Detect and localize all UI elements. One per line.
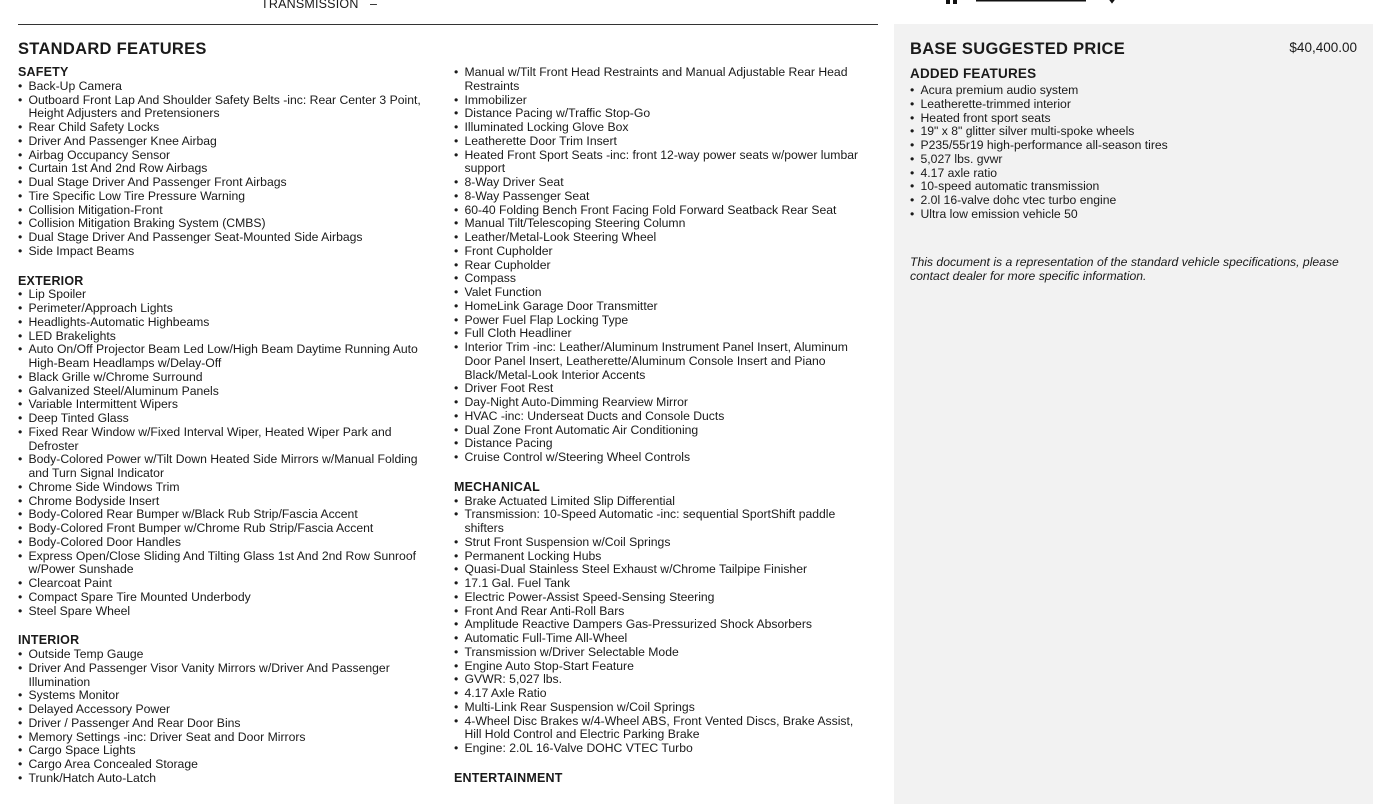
list-item: • Interior Trim -inc: Leather/Aluminum Instrument Panel Insert, Aluminum Door Panel Insert, Leatherette/Aluminum Console Insert and Piano Black/Metal-Look Interior Accents xyxy=(454,341,869,382)
list-item: • Driver / Passenger And Rear Door Bins xyxy=(18,717,438,731)
list-item: • Tire Specific Low Tire Pressure Warning xyxy=(18,190,438,204)
list-item: • Multi-Link Rear Suspension w/Coil Springs xyxy=(454,701,869,715)
list-item: • Headlights-Automatic Highbeams xyxy=(18,316,438,330)
list-item: • Body-Colored Front Bumper w/Chrome Rub Strip/Fascia Accent xyxy=(18,522,438,536)
list-item: • Automatic Full-Time All-Wheel xyxy=(454,632,869,646)
list-item: • 17.1 Gal. Fuel Tank xyxy=(454,577,869,591)
list-item: • 4-Wheel Disc Brakes w/4-Wheel ABS, Front Vented Discs, Brake Assist, Hill Hold Control and Electric Parking Brake xyxy=(454,715,869,743)
list-item: • Body-Colored Door Handles xyxy=(18,536,438,550)
safety-section xyxy=(18,66,438,259)
list-item: • Amplitude Reactive Dampers Gas-Pressurized Shock Absorbers xyxy=(454,618,869,632)
list-item: • Compact Spare Tire Mounted Underbody xyxy=(18,591,438,605)
list-item: • Engine Auto Stop-Start Feature xyxy=(454,660,869,674)
list-item: • Driver And Passenger Visor Vanity Mirrors w/Driver And Passenger Illumination xyxy=(18,662,438,690)
list-item: • 19" x 8" glitter silver multi-spoke wheels xyxy=(910,125,1350,139)
list-item: • Driver Foot Rest xyxy=(454,382,869,396)
interior-list xyxy=(18,648,438,786)
list-item: • 60-40 Folding Bench Front Facing Fold Forward Seatback Rear Seat xyxy=(454,204,869,218)
list-item: • Heated front sport seats xyxy=(910,112,1350,126)
list-item: • 10-speed automatic transmission xyxy=(910,180,1350,194)
disclaimer-note: This document is a representation of the standard vehicle specifications, please contact dealer for more specific information. xyxy=(910,255,1339,283)
list-item: • Systems Monitor xyxy=(18,689,438,703)
list-item: • Chrome Side Windows Trim xyxy=(18,481,438,495)
list-item: • Leather/Metal-Look Steering Wheel xyxy=(454,231,869,245)
list-item: • Front And Rear Anti-Roll Bars xyxy=(454,605,869,619)
list-item: • Side Impact Beams xyxy=(18,245,438,259)
interior-section xyxy=(18,634,438,785)
list-item: • Compass xyxy=(454,272,869,286)
list-item: • Trunk/Hatch Auto-Latch xyxy=(18,772,438,786)
exterior-title: EXTERIOR xyxy=(18,273,84,288)
transmission-row xyxy=(18,0,878,25)
list-item: • Leatherette Door Trim Insert xyxy=(454,135,869,149)
list-item: • Leatherette-trimmed interior xyxy=(910,98,1350,112)
list-item: • Collision Mitigation Braking System (CMBS) xyxy=(18,217,438,231)
list-item: • Lip Spoiler xyxy=(18,288,438,302)
list-item: • Outside Temp Gauge xyxy=(18,648,438,662)
list-item: • Body-Colored Power w/Tilt Down Heated Side Mirrors w/Manual Folding and Turn Signal Indicator xyxy=(18,453,438,481)
list-item: • Electric Power-Assist Speed-Sensing Steering xyxy=(454,591,869,605)
list-item: • Acura premium audio system xyxy=(910,84,1350,98)
list-item: • 2.0l 16-valve dohc vtec turbo engine xyxy=(910,194,1350,208)
list-item: • Manual w/Tilt Front Head Restraints and Manual Adjustable Rear Head Restraints xyxy=(454,66,869,94)
list-item: • Cargo Area Concealed Storage xyxy=(18,758,438,772)
interior-title: INTERIOR xyxy=(18,633,80,648)
entertainment-section xyxy=(454,772,869,786)
list-item: • Power Fuel Flap Locking Type xyxy=(454,314,869,328)
list-item: • 4.17 Axle Ratio xyxy=(454,687,869,701)
list-item: • Collision Mitigation-Front xyxy=(18,204,438,218)
list-item: • Chrome Bodyside Insert xyxy=(18,495,438,509)
features-column-right xyxy=(454,66,869,786)
list-item: • Transmission w/Driver Selectable Mode xyxy=(454,646,869,660)
list-item: • LED Brakelights xyxy=(18,330,438,344)
list-item: • Perimeter/Approach Lights xyxy=(18,302,438,316)
list-item: • 5,027 lbs. gvwr xyxy=(910,153,1350,167)
list-item: • Front Cupholder xyxy=(454,245,869,259)
list-item: • Airbag Occupancy Sensor xyxy=(18,149,438,163)
list-item: • Express Open/Close Sliding And Tilting Glass 1st And 2nd Row Sunroof w/Power Sunshade xyxy=(18,550,438,578)
standard-features-title: STANDARD FEATURES xyxy=(18,40,207,58)
list-item: • Rear Child Safety Locks xyxy=(18,121,438,135)
list-item: • Cruise Control w/Steering Wheel Controls xyxy=(454,451,869,465)
safety-list xyxy=(18,80,438,259)
added-features-list xyxy=(910,84,1350,222)
list-item: • Delayed Accessory Power xyxy=(18,703,438,717)
list-item: • Illuminated Locking Glove Box xyxy=(454,121,869,135)
list-item: • Transmission: 10-Speed Automatic -inc: sequential SportShift paddle shifters xyxy=(454,508,869,536)
list-item: • Dual Stage Driver And Passenger Seat-Mounted Side Airbags xyxy=(18,231,438,245)
list-item: • HomeLink Garage Door Transmitter xyxy=(454,300,869,314)
list-item: • Curtain 1st And 2nd Row Airbags xyxy=(18,162,438,176)
mechanical-title: MECHANICAL xyxy=(454,479,541,494)
list-item: • Distance Pacing xyxy=(454,437,869,451)
list-item: • Quasi-Dual Stainless Steel Exhaust w/Chrome Tailpipe Finisher xyxy=(454,563,869,577)
base-price-value: $40,400.00 xyxy=(1289,40,1357,55)
list-item: • Engine: 2.0L 16-Valve DOHC VTEC Turbo xyxy=(454,742,869,756)
added-features-section xyxy=(910,66,1350,222)
exterior-list xyxy=(18,288,438,618)
list-item: • P235/55r19 high-performance all-season tires xyxy=(910,139,1350,153)
list-item: • Ultra low emission vehicle 50 xyxy=(910,208,1350,222)
list-item: • Full Cloth Headliner xyxy=(454,327,869,341)
list-item: • Distance Pacing w/Traffic Stop-Go xyxy=(454,107,869,121)
entertainment-title: ENTERTAINMENT xyxy=(454,770,563,785)
list-item: • Dual Zone Front Automatic Air Conditioning xyxy=(454,424,869,438)
list-item: • Body-Colored Rear Bumper w/Black Rub Strip/Fascia Accent xyxy=(18,508,438,522)
interior-continued-list xyxy=(454,66,869,465)
list-item: • Deep Tinted Glass xyxy=(18,412,438,426)
list-item: • Rear Cupholder xyxy=(454,259,869,273)
list-item: • Brake Actuated Limited Slip Differential xyxy=(454,495,869,509)
list-item: • Manual Tilt/Telescoping Steering Column xyxy=(454,217,869,231)
list-item: • Back-Up Camera xyxy=(18,80,438,94)
base-price-title: BASE SUGGESTED PRICE xyxy=(910,40,1126,58)
list-item: • Cargo Space Lights xyxy=(18,744,438,758)
list-item: • 8-Way Driver Seat xyxy=(454,176,869,190)
list-item: • 4.17 axle ratio xyxy=(910,167,1350,181)
interior-continued-section xyxy=(454,66,869,465)
mechanical-section xyxy=(454,481,869,756)
features-column-left xyxy=(18,66,438,786)
list-item: • Dual Stage Driver And Passenger Front Airbags xyxy=(18,176,438,190)
list-item: • Steel Spare Wheel xyxy=(18,605,438,619)
list-item: • Outboard Front Lap And Shoulder Safety Belts -inc: Rear Center 3 Point, Height Adjusters and Pretensioners xyxy=(18,94,438,122)
list-item: • Black Grille w/Chrome Surround xyxy=(18,371,438,385)
list-item: • Auto On/Off Projector Beam Led Low/High Beam Daytime Running Auto High-Beam Headlamps w/Delay-Off xyxy=(18,343,438,371)
price-panel xyxy=(894,24,1373,804)
list-item: • Fixed Rear Window w/Fixed Interval Wiper, Heated Wiper Park and Defroster xyxy=(18,426,438,454)
safety-title: SAFETY xyxy=(18,65,69,79)
transmission-label: TRANSMISSION xyxy=(261,0,359,11)
list-item: • 8-Way Passenger Seat xyxy=(454,190,869,204)
list-item: • Galvanized Steel/Aluminum Panels xyxy=(18,385,438,399)
exterior-section xyxy=(18,275,438,619)
mechanical-list xyxy=(454,495,869,756)
transmission-value: – xyxy=(370,0,377,11)
list-item: • Heated Front Sport Seats -inc: front 12-way power seats w/power lumbar support xyxy=(454,149,869,177)
list-item: • Valet Function xyxy=(454,286,869,300)
list-item: • Clearcoat Paint xyxy=(18,577,438,591)
list-item: • Day-Night Auto-Dimming Rearview Mirror xyxy=(454,396,869,410)
list-item: • HVAC -inc: Underseat Ducts and Console Ducts xyxy=(454,410,869,424)
list-item: • Driver And Passenger Knee Airbag xyxy=(18,135,438,149)
list-item: • Variable Intermittent Wipers xyxy=(18,398,438,412)
list-item: • Memory Settings -inc: Driver Seat and Door Mirrors xyxy=(18,731,438,745)
logo-fragment xyxy=(946,0,1146,4)
added-features-title: ADDED FEATURES xyxy=(910,66,1037,81)
list-item: • Permanent Locking Hubs xyxy=(454,550,869,564)
list-item: • Strut Front Suspension w/Coil Springs xyxy=(454,536,869,550)
list-item: • GVWR: 5,027 lbs. xyxy=(454,673,869,687)
list-item: • Immobilizer xyxy=(454,94,869,108)
